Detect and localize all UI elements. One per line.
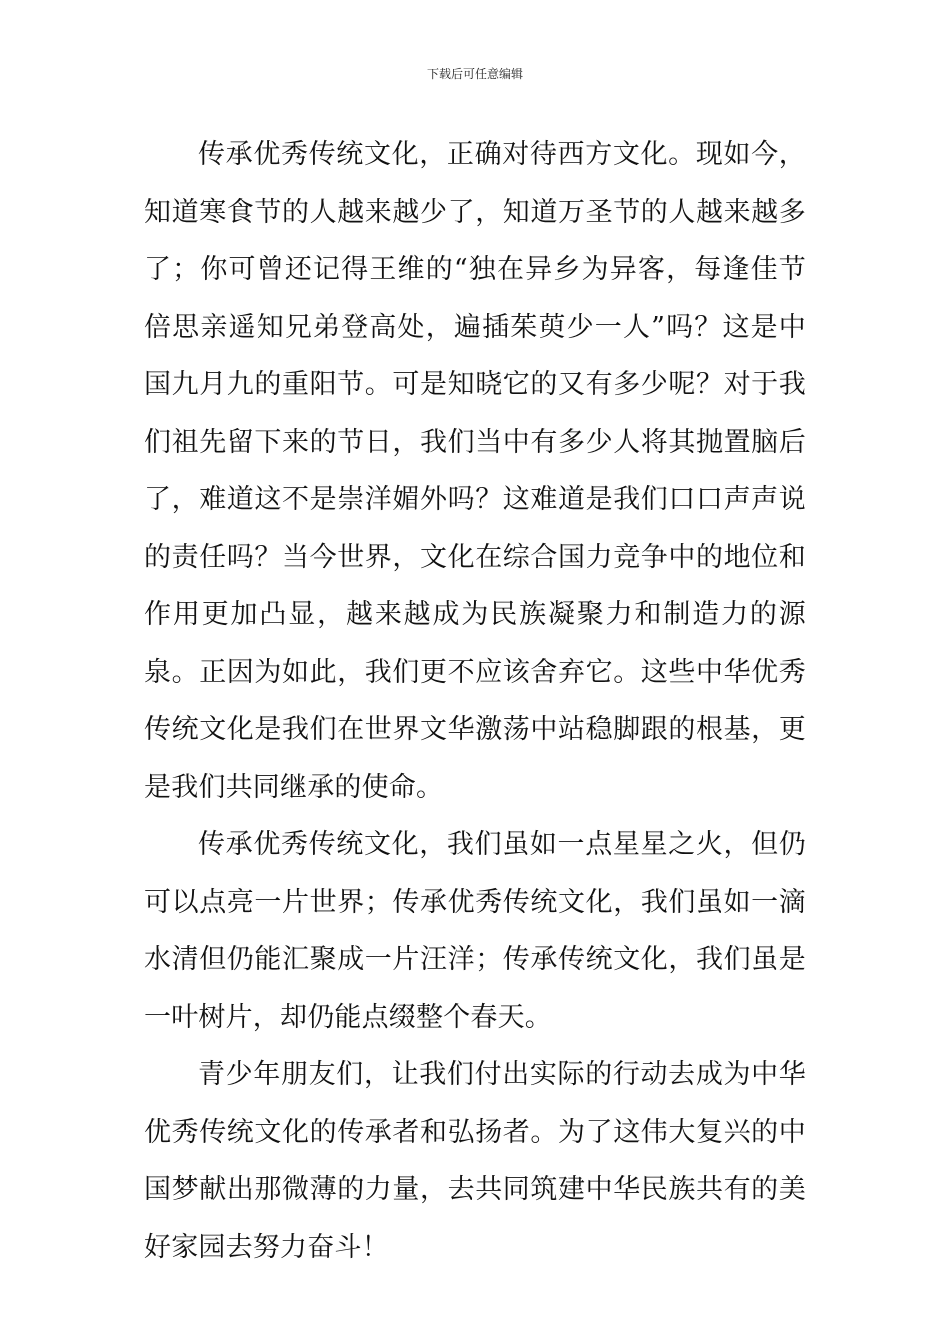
paragraph-3: 青少年朋友们，让我们付出实际的行动去成为中华优秀传统文化的传承者和弘扬者。为了这伟大复兴的中国梦献出那微薄的力量，去共同筑建中华民族共有的美好家园去努力奋斗！ — [144, 1059, 806, 1263]
header-note: 下载后可任意编辑 — [426, 67, 523, 81]
document-body — [144, 126, 806, 1276]
paragraph-2: 传承优秀传统文化，我们虽如一点星星之火，但仍可以点亮一片世界；传承优秀传统文化，我们虽如一滴水清但仍能汇聚成一片汪洋；传承传统文化，我们虽是一叶树片，却仍能点缀整个春天。 — [144, 829, 806, 1033]
paragraph-1: 传承优秀传统文化，正确对待西方文化。现如今，知道寒食节的人越来越少了，知道万圣节的人越来越多了；你可曾还记得王维的“独在异乡为异客，每逢佳节倍思亲遥知兄弟登高处，遍插茱萸少一人”吗？这是中国九月九的重阳节。可是知晓它的又有多少呢？对于我们祖先留下来的节日，我们当中有多少人将其抛置脑后了，难道这不是崇洋媚外吗？这难道是我们口口声声说的责任吗？当今世界，文化在综合国力竞争中的地位和作用更加凸显，越来越成为民族凝聚力和制造力的源泉。正因为如此，我们更不应该舍弃它。这些中华优秀传统文化是我们在世界文华激荡中站稳脚跟的根基，更是我们共同继承的使命。 — [144, 139, 806, 803]
